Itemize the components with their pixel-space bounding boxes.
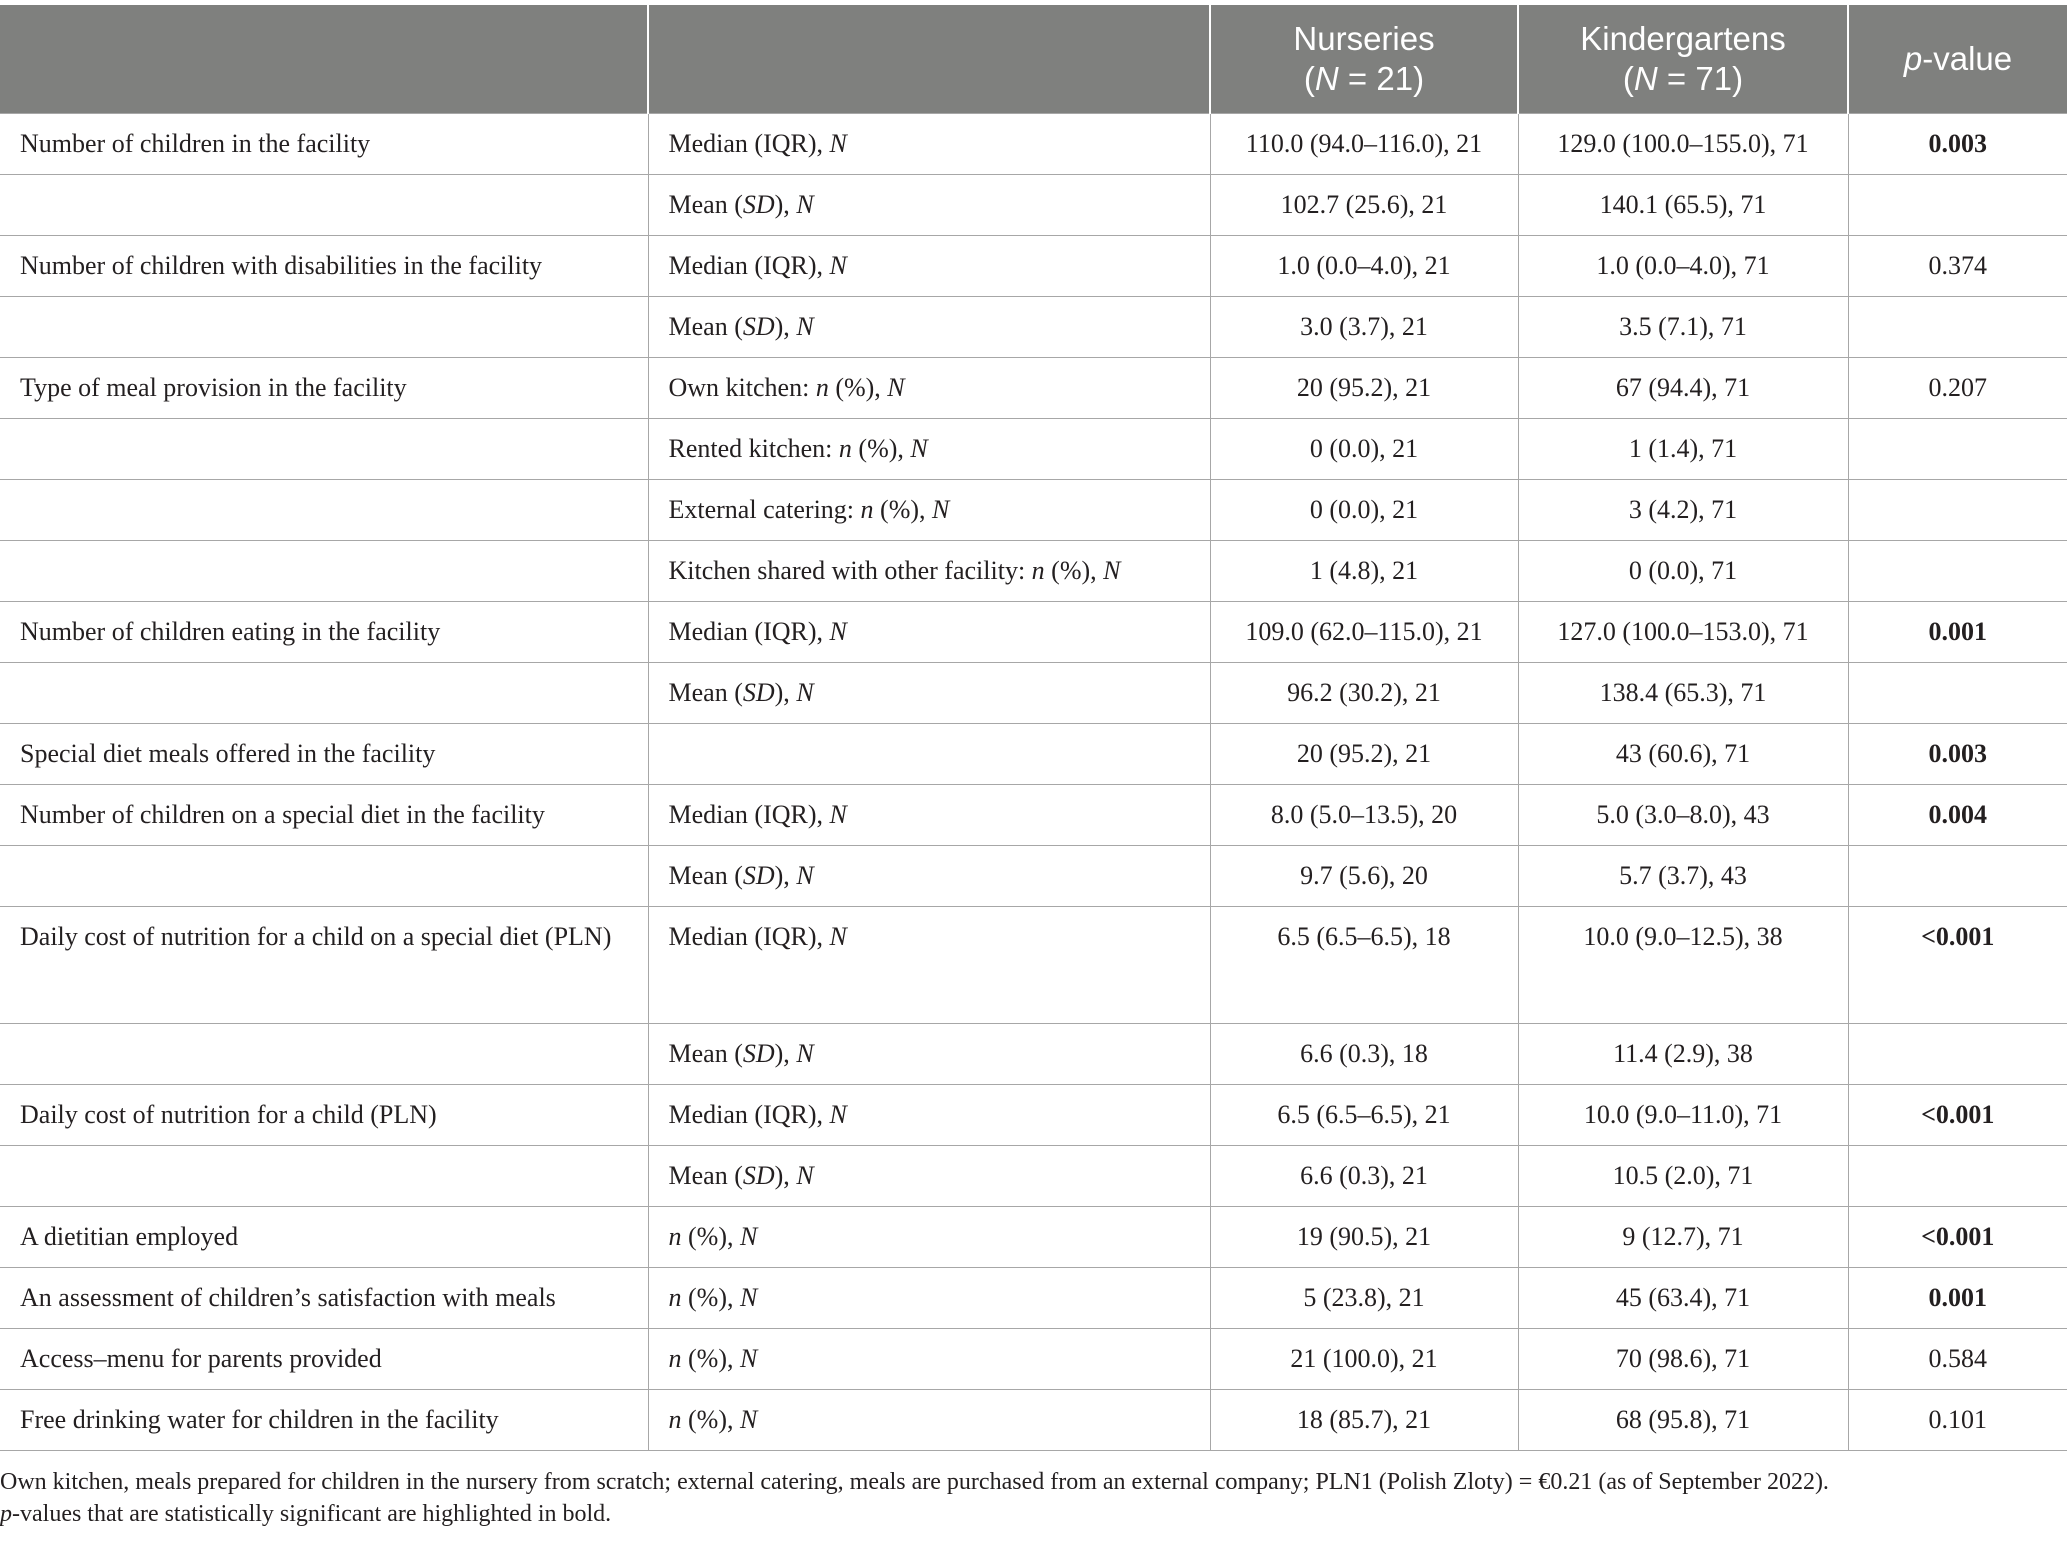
header-pvalue-rest: -value: [1922, 40, 2013, 77]
cell-kindergartens: 138.4 (65.3), 71: [1518, 663, 1848, 724]
cell-kindergartens: 127.0 (100.0–153.0), 71: [1518, 602, 1848, 663]
header-row: [0, 5, 2067, 114]
cell-kindergartens: 3.5 (7.1), 71: [1518, 297, 1848, 358]
cell-kindergartens: 68 (95.8), 71: [1518, 1390, 1848, 1451]
footnote-line-2: [0, 1498, 2067, 1530]
cell-variable: [0, 297, 648, 358]
cell-nurseries: 6.6 (0.3), 18: [1210, 1024, 1518, 1085]
cell-statistic: Rented kitchen: n (%), N: [648, 419, 1210, 480]
cell-pvalue: 0.101: [1848, 1390, 2067, 1451]
cell-statistic: n (%), N: [648, 1390, 1210, 1451]
cell-statistic: Mean (SD), N: [648, 1024, 1210, 1085]
header-nurseries-name: Nurseries: [1293, 20, 1435, 57]
table-header: [0, 5, 2067, 114]
table-row: [0, 114, 2067, 175]
cell-nurseries: 1 (4.8), 21: [1210, 541, 1518, 602]
cell-pvalue: [1848, 175, 2067, 236]
cell-statistic: Median (IQR), N: [648, 602, 1210, 663]
cell-variable: Number of children in the facility: [0, 114, 648, 175]
cell-statistic: External catering: n (%), N: [648, 480, 1210, 541]
table-row: [0, 480, 2067, 541]
cell-statistic: n (%), N: [648, 1207, 1210, 1268]
cell-variable: Access–menu for parents provided: [0, 1329, 648, 1390]
table-row: [0, 1268, 2067, 1329]
cell-kindergartens: 0 (0.0), 71: [1518, 541, 1848, 602]
table-row: [0, 602, 2067, 663]
cell-variable: Daily cost of nutrition for a child (PLN): [0, 1085, 648, 1146]
table-body: [0, 114, 2067, 1451]
header-kindergartens-n: [1519, 59, 1847, 99]
cell-pvalue: <0.001: [1848, 1085, 2067, 1146]
cell-pvalue: 0.003: [1848, 114, 2067, 175]
cell-statistic: Mean (SD), N: [648, 846, 1210, 907]
cell-variable: A dietitian employed: [0, 1207, 648, 1268]
cell-variable: [0, 1146, 648, 1207]
facility-comparison-table: [0, 5, 2067, 1451]
table-row: [0, 724, 2067, 785]
cell-nurseries: 96.2 (30.2), 21: [1210, 663, 1518, 724]
table-row: [0, 907, 2067, 1024]
cell-pvalue: [1848, 846, 2067, 907]
cell-nurseries: 19 (90.5), 21: [1210, 1207, 1518, 1268]
cell-nurseries: 110.0 (94.0–116.0), 21: [1210, 114, 1518, 175]
cell-pvalue: [1848, 480, 2067, 541]
cell-variable: [0, 541, 648, 602]
cell-kindergartens: 11.4 (2.9), 38: [1518, 1024, 1848, 1085]
cell-variable: Special diet meals offered in the facility: [0, 724, 648, 785]
cell-kindergartens: 45 (63.4), 71: [1518, 1268, 1848, 1329]
cell-pvalue: [1848, 663, 2067, 724]
table-row: [0, 541, 2067, 602]
table-row: [0, 846, 2067, 907]
footnote-line-2-rest: -values that are statistically significant are highlighted in bold.: [12, 1501, 612, 1527]
table-row: [0, 1024, 2067, 1085]
table-row: [0, 1146, 2067, 1207]
cell-nurseries: 102.7 (25.6), 21: [1210, 175, 1518, 236]
header-statistic: [648, 5, 1210, 114]
cell-pvalue: 0.374: [1848, 236, 2067, 297]
cell-statistic: [648, 724, 1210, 785]
header-kindergartens: [1518, 5, 1848, 114]
cell-pvalue: 0.207: [1848, 358, 2067, 419]
header-pvalue-p: p: [1903, 40, 1923, 77]
table-row: [0, 785, 2067, 846]
header-nurseries: [1210, 5, 1518, 114]
cell-kindergartens: 10.0 (9.0–12.5), 38: [1518, 907, 1848, 1024]
header-variable: [0, 5, 648, 114]
cell-variable: Number of children eating in the facility: [0, 602, 648, 663]
cell-kindergartens: 9 (12.7), 71: [1518, 1207, 1848, 1268]
header-kindergartens-n-text: (N = 71): [1622, 60, 1744, 97]
cell-statistic: Mean (SD), N: [648, 663, 1210, 724]
cell-variable: [0, 175, 648, 236]
cell-nurseries: 8.0 (5.0–13.5), 20: [1210, 785, 1518, 846]
cell-kindergartens: 1.0 (0.0–4.0), 71: [1518, 236, 1848, 297]
cell-variable: Number of children with disabilities in the facility: [0, 236, 648, 297]
cell-variable: Free drinking water for children in the facility: [0, 1390, 648, 1451]
header-nurseries-n-text: (N = 21): [1303, 60, 1425, 97]
table-row: [0, 1207, 2067, 1268]
cell-kindergartens: 5.0 (3.0–8.0), 43: [1518, 785, 1848, 846]
cell-kindergartens: 67 (94.4), 71: [1518, 358, 1848, 419]
cell-kindergartens: 70 (98.6), 71: [1518, 1329, 1848, 1390]
cell-nurseries: 20 (95.2), 21: [1210, 358, 1518, 419]
cell-nurseries: 21 (100.0), 21: [1210, 1329, 1518, 1390]
cell-nurseries: 0 (0.0), 21: [1210, 419, 1518, 480]
cell-pvalue: [1848, 1146, 2067, 1207]
footnote-p-italic: p: [0, 1501, 12, 1527]
cell-statistic: Median (IQR), N: [648, 907, 1210, 1024]
cell-nurseries: 0 (0.0), 21: [1210, 480, 1518, 541]
cell-variable: Daily cost of nutrition for a child on a special diet (PLN): [0, 907, 648, 1024]
cell-statistic: Mean (SD), N: [648, 297, 1210, 358]
cell-statistic: Median (IQR), N: [648, 114, 1210, 175]
cell-statistic: Median (IQR), N: [648, 785, 1210, 846]
table-footnote: [0, 1466, 2067, 1530]
cell-pvalue: 0.004: [1848, 785, 2067, 846]
cell-variable: Type of meal provision in the facility: [0, 358, 648, 419]
cell-pvalue: 0.003: [1848, 724, 2067, 785]
cell-variable: [0, 663, 648, 724]
cell-statistic: n (%), N: [648, 1268, 1210, 1329]
cell-pvalue: [1848, 419, 2067, 480]
cell-variable: [0, 1024, 648, 1085]
cell-variable: [0, 480, 648, 541]
table-row: [0, 1085, 2067, 1146]
cell-nurseries: 9.7 (5.6), 20: [1210, 846, 1518, 907]
table-row: [0, 1329, 2067, 1390]
header-pvalue: [1848, 5, 2067, 114]
cell-pvalue: [1848, 541, 2067, 602]
cell-statistic: n (%), N: [648, 1329, 1210, 1390]
table-row: [0, 1390, 2067, 1451]
cell-statistic: Mean (SD), N: [648, 175, 1210, 236]
header-nurseries-n: [1211, 59, 1517, 99]
cell-pvalue: [1848, 297, 2067, 358]
table-row: [0, 358, 2067, 419]
cell-variable: An assessment of children’s satisfaction with meals: [0, 1268, 648, 1329]
table-row: [0, 419, 2067, 480]
cell-nurseries: 5 (23.8), 21: [1210, 1268, 1518, 1329]
cell-kindergartens: 10.0 (9.0–11.0), 71: [1518, 1085, 1848, 1146]
header-kindergartens-name: Kindergartens: [1580, 20, 1786, 57]
cell-pvalue: 0.001: [1848, 602, 2067, 663]
footnote-line-1: Own kitchen, meals prepared for children in the nursery from scratch; external catering, meals are purchased from an external company; PLN1 (Polish Zloty) = €0.21 (as of September 2022).: [0, 1469, 1829, 1495]
cell-pvalue: <0.001: [1848, 907, 2067, 1024]
cell-statistic: Median (IQR), N: [648, 1085, 1210, 1146]
table-row: [0, 175, 2067, 236]
cell-kindergartens: 10.5 (2.0), 71: [1518, 1146, 1848, 1207]
cell-kindergartens: 5.7 (3.7), 43: [1518, 846, 1848, 907]
cell-nurseries: 1.0 (0.0–4.0), 21: [1210, 236, 1518, 297]
cell-kindergartens: 140.1 (65.5), 71: [1518, 175, 1848, 236]
cell-statistic: Median (IQR), N: [648, 236, 1210, 297]
cell-nurseries: 20 (95.2), 21: [1210, 724, 1518, 785]
cell-statistic: Own kitchen: n (%), N: [648, 358, 1210, 419]
cell-kindergartens: 1 (1.4), 71: [1518, 419, 1848, 480]
cell-nurseries: 18 (85.7), 21: [1210, 1390, 1518, 1451]
cell-nurseries: 6.6 (0.3), 21: [1210, 1146, 1518, 1207]
cell-nurseries: 6.5 (6.5–6.5), 18: [1210, 907, 1518, 1024]
cell-nurseries: 109.0 (62.0–115.0), 21: [1210, 602, 1518, 663]
cell-kindergartens: 43 (60.6), 71: [1518, 724, 1848, 785]
cell-kindergartens: 129.0 (100.0–155.0), 71: [1518, 114, 1848, 175]
cell-kindergartens: 3 (4.2), 71: [1518, 480, 1848, 541]
cell-nurseries: 3.0 (3.7), 21: [1210, 297, 1518, 358]
cell-statistic: Mean (SD), N: [648, 1146, 1210, 1207]
table-row: [0, 663, 2067, 724]
cell-pvalue: <0.001: [1848, 1207, 2067, 1268]
cell-variable: [0, 846, 648, 907]
cell-pvalue: [1848, 1024, 2067, 1085]
cell-variable: Number of children on a special diet in the facility: [0, 785, 648, 846]
cell-nurseries: 6.5 (6.5–6.5), 21: [1210, 1085, 1518, 1146]
cell-statistic: Kitchen shared with other facility: n (%), N: [648, 541, 1210, 602]
cell-pvalue: 0.584: [1848, 1329, 2067, 1390]
cell-variable: [0, 419, 648, 480]
table-row: [0, 236, 2067, 297]
table-row: [0, 297, 2067, 358]
cell-pvalue: 0.001: [1848, 1268, 2067, 1329]
